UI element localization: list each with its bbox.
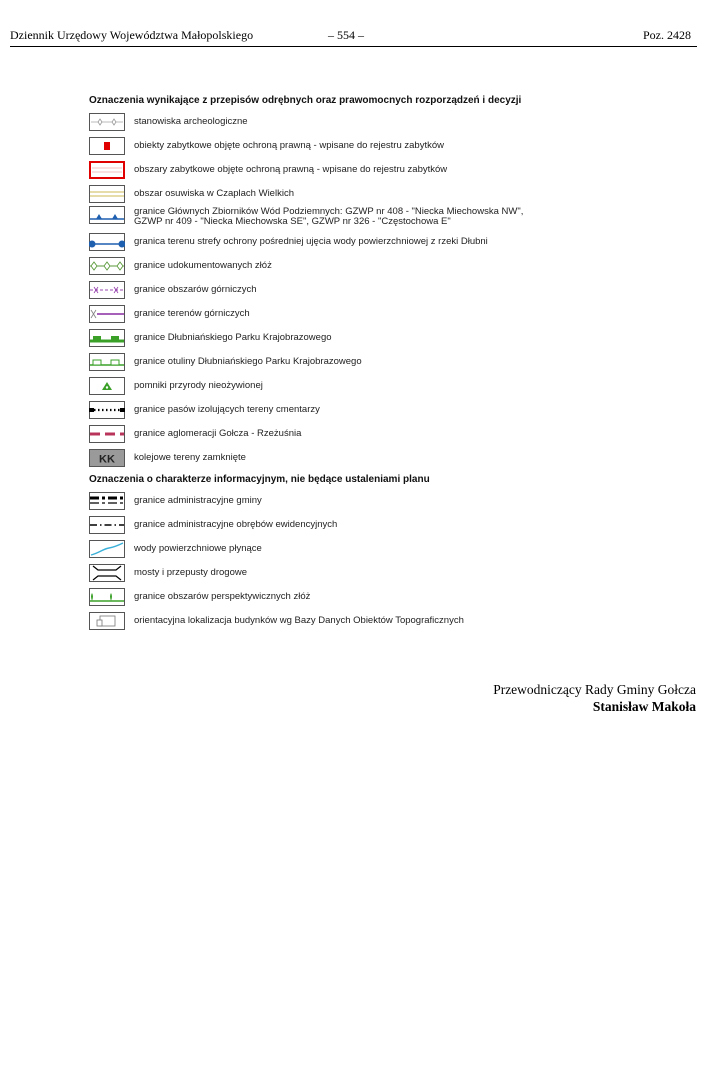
legend-section-title: Oznaczenia o charakterze informacyjnym, nie będące ustaleniami planu — [89, 474, 430, 485]
cemetery-buffer-icon — [89, 401, 125, 419]
legend-label: mosty i przepusty drogowe — [134, 567, 247, 578]
legend-label: granice Głównych Zbiorników Wód Podziemnych: GZWP nr 408 - "Niecka Miechowska NW", GZWP nr 409 - "Niecka Miechowska SE", GZWP nr 326 - "Częstochowa E" — [134, 206, 524, 227]
heritage-area-icon — [89, 161, 125, 179]
legend-label: stanowiska archeologiczne — [134, 116, 248, 127]
legend-item — [89, 585, 609, 609]
groundwater-boundary-icon — [89, 206, 125, 224]
journal-title: Dziennik Urzędowy Województwa Małopolskiego — [10, 28, 254, 42]
prospective-deposits-icon — [89, 588, 125, 606]
legend-label: pomniki przyrody nieożywionej — [134, 380, 263, 391]
legend-item — [89, 422, 609, 446]
legend-item — [89, 134, 609, 158]
legend-item — [89, 278, 609, 302]
building-icon — [89, 612, 125, 630]
map-legend — [89, 94, 609, 633]
legend-label: granice obszarów górniczych — [134, 284, 257, 295]
legend-item — [89, 302, 609, 326]
legend-item — [89, 110, 609, 134]
legend-item — [89, 206, 609, 230]
park-buffer-icon — [89, 353, 125, 371]
heritage-object-icon — [89, 137, 125, 155]
legend-label: granice Dłubniańskiego Parku Krajobrazowego — [134, 332, 332, 343]
signatory-name: Stanisław Makoła — [592, 699, 696, 714]
legend-label: granica terenu strefy ochrony pośredniej ujęcia wody powierzchniowej z rzeki Dłubni — [134, 236, 488, 247]
legend-label: obiekty zabytkowe objęte ochroną prawną - wpisane do rejestru zabytków — [134, 140, 444, 151]
legend-item — [89, 254, 609, 278]
legend-item — [89, 489, 609, 513]
bridge-icon — [89, 564, 125, 582]
water-protection-icon — [89, 233, 125, 251]
legend-item — [89, 374, 609, 398]
legend-item — [89, 350, 609, 374]
legend-label: granice obszarów perspektywicznych złóż — [134, 591, 311, 602]
legend-label: granice udokumentowanych złóż — [134, 260, 272, 271]
legend-item — [89, 326, 609, 350]
legend-item — [89, 609, 609, 633]
legend-label: granice aglomeracji Gołcza - Rzeżuśnia — [134, 428, 302, 439]
mining-area-icon — [89, 281, 125, 299]
legend-item — [89, 230, 609, 254]
signatory-title: Przewodniczący Rady Gminy Gołcza — [493, 682, 696, 697]
legend-label: granice otuliny Dłubniańskiego Parku Krajobrazowego — [134, 356, 362, 367]
landslide-icon — [89, 185, 125, 203]
legend-item — [89, 182, 609, 206]
deposits-boundary-icon — [89, 257, 125, 275]
legend-label: granice pasów izolujących tereny cmentarzy — [134, 404, 320, 415]
legend-item — [89, 537, 609, 561]
page-header — [10, 27, 697, 47]
legend-label: granice administracyjne obrębów ewidencyjnych — [134, 519, 338, 530]
position-number: Poz. 2428 — [643, 28, 691, 42]
river-icon — [89, 540, 125, 558]
legend-label: kolejowe tereny zamknięte — [134, 452, 246, 463]
legend-section-title: Oznaczenia wynikające z przepisów odrębnych oraz prawomocnych rozporządzeń i decyzji — [89, 95, 522, 106]
mining-terrain-icon — [89, 305, 125, 323]
legend-label: wody powierzchniowe płynące — [134, 543, 262, 554]
legend-label: obszary zabytkowe objęte ochroną prawną - wpisane do rejestru zabytków — [134, 164, 448, 175]
landscape-park-icon — [89, 329, 125, 347]
signature-block — [493, 681, 696, 715]
nature-monument-icon — [89, 377, 125, 395]
legend-label: granice terenów górniczych — [134, 308, 250, 319]
precinct-boundary-icon — [89, 516, 125, 534]
railway-badge: KK — [99, 453, 115, 466]
railway-icon — [89, 449, 125, 467]
agglomeration-icon — [89, 425, 125, 443]
legend-item — [89, 561, 609, 585]
legend-item — [89, 446, 609, 470]
legend-item — [89, 513, 609, 537]
legend-label: granice administracyjne gminy — [134, 495, 262, 506]
page-number: – 554 – — [328, 28, 364, 42]
municipality-boundary-icon — [89, 492, 125, 510]
legend-label: orientacyjna lokalizacja budynków wg Bazy Danych Obiektów Topograficznych — [134, 615, 464, 626]
archaeological-icon — [89, 113, 125, 131]
legend-label: obszar osuwiska w Czaplach Wielkich — [134, 188, 294, 199]
legend-item — [89, 398, 609, 422]
legend-item — [89, 158, 609, 182]
